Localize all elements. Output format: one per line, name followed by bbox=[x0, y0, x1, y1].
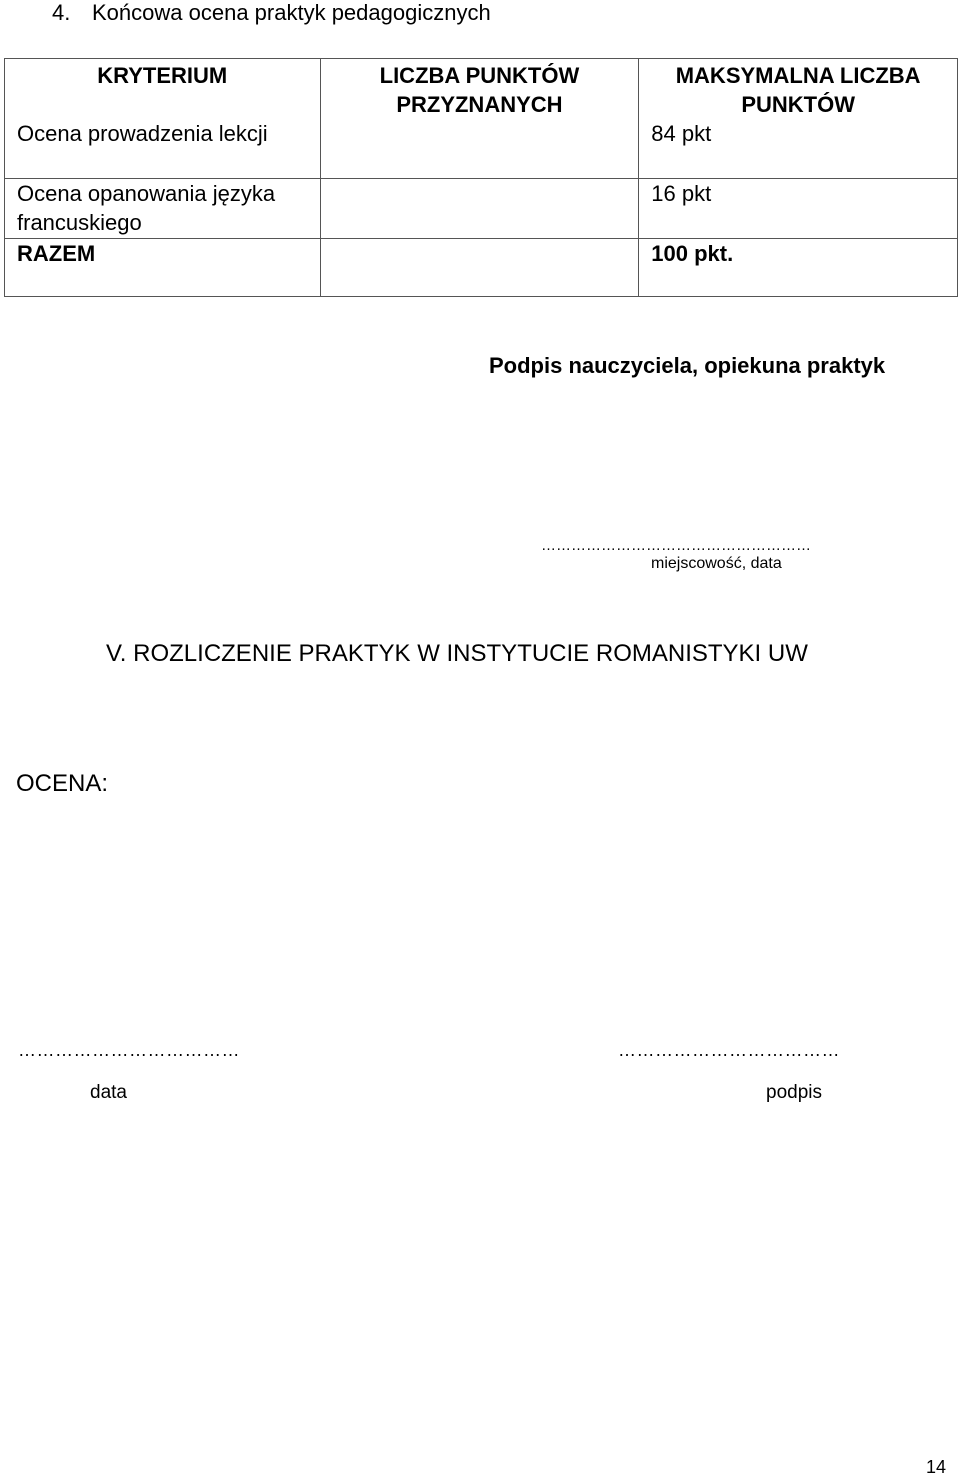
date-caption: data bbox=[90, 1082, 127, 1103]
section-number: 4. bbox=[52, 0, 71, 25]
criterion-cell: Ocena prowadzenia lekcji bbox=[5, 119, 321, 175]
header-criterion: KRYTERIUM bbox=[5, 59, 321, 123]
table-header-row bbox=[5, 59, 958, 123]
place-date-line[interactable]: ……………………………………………… bbox=[541, 537, 811, 554]
signature-line[interactable]: ……………………………… bbox=[618, 1040, 840, 1060]
table-row-total bbox=[5, 239, 958, 297]
grade-label: OCENA: bbox=[16, 770, 109, 797]
max-points-cell: 84 pkt bbox=[639, 119, 958, 175]
section-title: Końcowa ocena praktyk pedagogicznych bbox=[92, 0, 491, 25]
table-row bbox=[5, 123, 958, 179]
teacher-signature-title: Podpis nauczyciela, opiekuna praktyk bbox=[489, 353, 886, 378]
settlement-title: V. ROZLICZENIE PRAKTYK W INSTYTUCIE ROMANISTYKI UW bbox=[106, 640, 808, 667]
max-points-cell: 16 pkt bbox=[639, 179, 958, 239]
grading-table bbox=[4, 58, 958, 297]
awarded-points-cell[interactable] bbox=[320, 123, 639, 179]
header-awarded-points: LICZBA PUNKTÓW PRZYZNANYCH bbox=[320, 59, 639, 123]
table-row bbox=[5, 179, 958, 239]
awarded-points-cell[interactable] bbox=[320, 179, 639, 239]
place-date-caption: miejscowość, data bbox=[651, 555, 782, 572]
criterion-cell-total: RAZEM bbox=[5, 239, 321, 297]
date-line[interactable]: ……………………………… bbox=[18, 1040, 240, 1060]
signature-caption: podpis bbox=[766, 1082, 822, 1103]
header-max-points: MAKSYMALNA LICZBA PUNKTÓW bbox=[639, 59, 958, 123]
criterion-cell: Ocena opanowania języka francuskiego bbox=[5, 179, 321, 239]
max-points-total-cell: 100 pkt. bbox=[639, 239, 958, 297]
page-number: 14 bbox=[926, 1457, 947, 1477]
awarded-points-total-cell[interactable] bbox=[320, 239, 639, 297]
